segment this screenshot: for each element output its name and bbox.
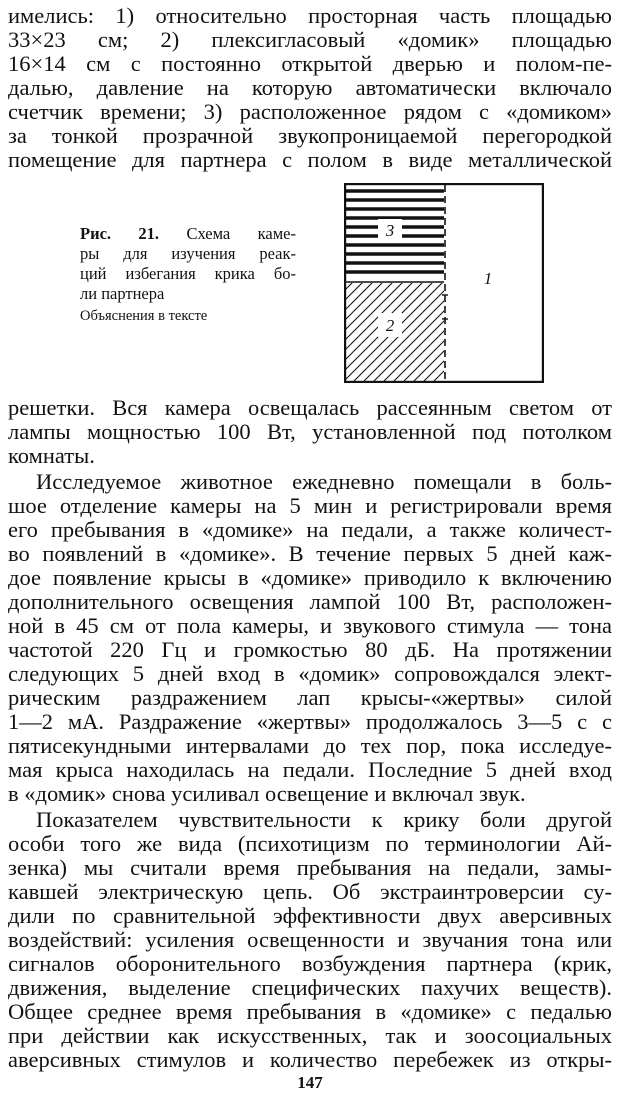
text-line: имелись: 1) относительно просторная часть площадью bbox=[8, 4, 612, 28]
text-line: Исследуемое животное ежедневно помещали в боль- bbox=[36, 470, 612, 494]
text-line: дили по сравнительной эффективности двух аверсивных bbox=[8, 904, 612, 928]
text-line: сигналов оборонительного возбуждения партнера (крик, bbox=[8, 952, 612, 976]
caption-line: ций избегания крика бо- bbox=[80, 264, 296, 283]
text-line: шое отделение камеры на 5 мин и регистрировали время bbox=[8, 494, 612, 518]
text-line: в «домик» снова усиливал освещение и включал звук. bbox=[8, 782, 526, 806]
text-line: за тонкой прозрачной звукопроницаемой перегородкой bbox=[8, 124, 612, 148]
text-line: особи того же вида (психотицизм по терминологии Ай- bbox=[8, 832, 612, 856]
caption-line: ры для изучения реак- bbox=[80, 244, 296, 263]
text-line: 1—2 мА. Раздражение «жертвы» продолжалось 3—5 с с bbox=[8, 710, 612, 734]
house-hatching bbox=[344, 281, 534, 381]
text-line: при действии как искусственных, так и зоосоциальных bbox=[8, 1024, 612, 1048]
text-line: зенка) мы считали время пребывания на педали, замы- bbox=[8, 856, 612, 880]
text-line: Показателем чувствительности к крику боли другой bbox=[36, 808, 612, 832]
caption-note: Объяснения в тексте bbox=[80, 308, 208, 324]
caption-line: ли партнера bbox=[80, 284, 165, 303]
chamber-diagram bbox=[344, 183, 544, 383]
text-line: ной в 45 см от пола камеры, и звукового стимула — тона bbox=[8, 614, 612, 638]
chamber-outline bbox=[345, 184, 543, 382]
text-line: Общее среднее время пребывания в «домике» с педалью bbox=[8, 1000, 612, 1024]
text-line: комнаты. bbox=[8, 444, 95, 468]
text-line: во появлений в «домике». В течение первых 5 дней каж- bbox=[8, 542, 612, 566]
caption-line bbox=[80, 224, 296, 244]
text-line: движения, выделение специфических пахучих веществ). bbox=[8, 976, 612, 1000]
text-line: 33×23 см; 2) плексигласовый «домик» площадью bbox=[8, 28, 612, 52]
text-line: частотой 220 Гц и громкостью 80 дБ. На протяжении bbox=[8, 638, 612, 662]
text-line: аверсивных стимулов и количество перебежек из откры- bbox=[8, 1048, 612, 1072]
text-line: решетки. Вся камера освещалась рассеянным светом от bbox=[8, 396, 612, 420]
text-line: далью, давление на которую автоматически включало bbox=[8, 76, 612, 100]
text-line: лампы мощностью 100 Вт, установленной под потолком bbox=[8, 420, 612, 444]
text-line: кавшей электрическую цепь. Об экстраинтроверсии су- bbox=[8, 880, 612, 904]
figure-caption bbox=[80, 224, 296, 304]
text-line: дополнительного освещения лампой 100 Вт, расположен- bbox=[8, 590, 612, 614]
zone-label-1: 1 bbox=[483, 269, 493, 288]
zone-label-2: 2 bbox=[385, 316, 395, 335]
figure-label: Рис. 21. bbox=[80, 224, 160, 243]
text-line: рическим раздражением лап крысы-«жертвы» силой bbox=[8, 686, 612, 710]
text-line: помещение для партнера с полом в виде металлической bbox=[8, 148, 612, 172]
text-line: воздействий: усиления освещенности и звучания тона или bbox=[8, 928, 612, 952]
page-number: 147 bbox=[297, 1073, 323, 1092]
zone-label-3: 3 bbox=[385, 221, 395, 240]
text-line: мая крыса находилась на педали. Последние 5 дней вход bbox=[8, 758, 612, 782]
text-line: следующих 5 дней вход в «домик» сопровождался элект- bbox=[8, 662, 612, 686]
text-line: 16×14 см с постоянно открытой дверью и полом-пе- bbox=[8, 52, 612, 76]
text-line: счетчик времени; 3) расположенное рядом с «домиком» bbox=[8, 100, 612, 124]
text-line: его пребывания в «домике» на педали, а также количест- bbox=[8, 518, 612, 542]
text-line: пятисекундными интервалами до тех пор, пока исследуе- bbox=[8, 734, 612, 758]
caption-text: Схема каме- bbox=[186, 224, 296, 243]
text-line: дое появление крысы в «домике» приводило к включению bbox=[8, 566, 612, 590]
